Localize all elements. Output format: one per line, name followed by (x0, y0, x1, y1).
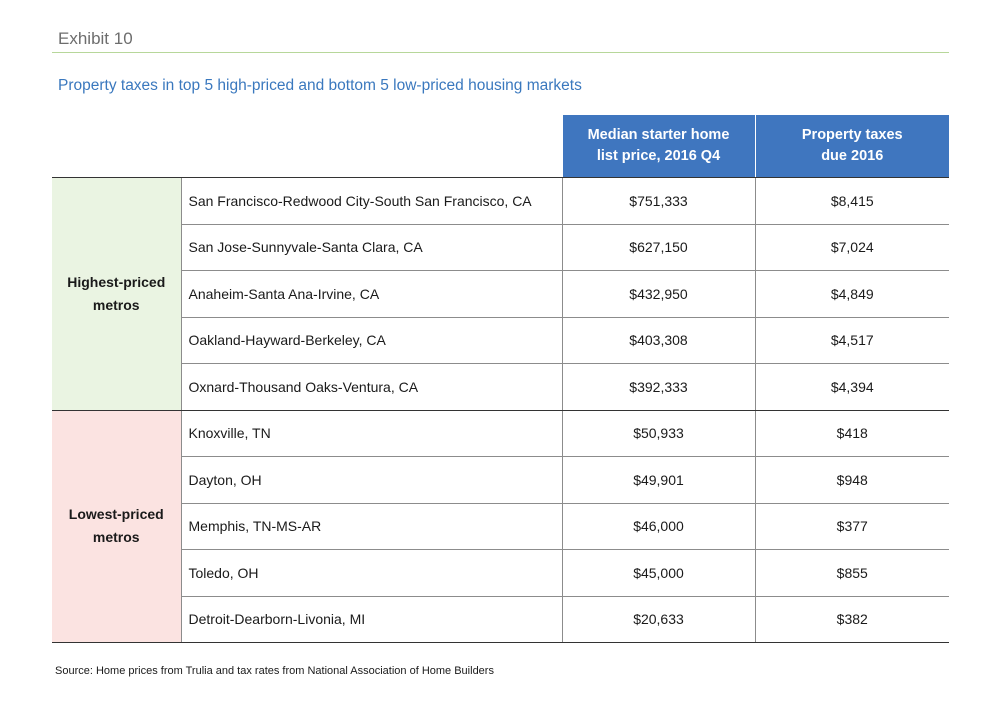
metro-cell: Oxnard-Thousand Oaks-Ventura, CA (181, 364, 562, 411)
tax-cell: $8,415 (755, 178, 949, 225)
price-cell: $627,150 (562, 224, 755, 271)
exhibit-divider (52, 52, 949, 53)
table-row (52, 596, 949, 643)
metro-cell: Dayton, OH (181, 457, 562, 504)
price-cell: $20,633 (562, 596, 755, 643)
column-header-tax-line2: due 2016 (821, 148, 884, 164)
table-row (52, 317, 949, 364)
metro-cell: San Francisco-Redwood City-South San Francisco, CA (181, 178, 562, 225)
table-row (52, 410, 949, 457)
group-label-line1: Lowest-priced (68, 506, 164, 523)
source-note: Source: Home prices from Trulia and tax rates from National Association of Home Builders (55, 665, 494, 677)
group-label-lowest (52, 410, 181, 643)
column-header-tax-line1: Property taxes (801, 127, 903, 143)
header-blank-cell (52, 115, 562, 178)
price-cell: $392,333 (562, 364, 755, 411)
table-row (52, 550, 949, 597)
tax-cell: $7,024 (755, 224, 949, 271)
table-body (52, 178, 949, 643)
group-label-highest (52, 178, 181, 411)
group-label-line2: metros (92, 296, 140, 313)
column-header-price-line1: Median starter home (587, 127, 730, 143)
table-row (52, 457, 949, 504)
price-cell: $50,933 (562, 410, 755, 457)
metro-cell: San Jose-Sunnyvale-Santa Clara, CA (181, 224, 562, 271)
price-cell: $45,000 (562, 550, 755, 597)
price-cell: $432,950 (562, 271, 755, 318)
tax-cell: $4,394 (755, 364, 949, 411)
column-header-price (562, 115, 755, 178)
table-header-row (52, 115, 949, 178)
metro-cell: Detroit-Dearborn-Livonia, MI (181, 596, 562, 643)
metro-cell: Knoxville, TN (181, 410, 562, 457)
table-row (52, 503, 949, 550)
tax-cell: $377 (755, 503, 949, 550)
table-row (52, 271, 949, 318)
table-row (52, 178, 949, 225)
tax-cell: $948 (755, 457, 949, 504)
tax-cell: $855 (755, 550, 949, 597)
price-cell: $403,308 (562, 317, 755, 364)
metro-cell: Anaheim-Santa Ana-Irvine, CA (181, 271, 562, 318)
metro-cell: Memphis, TN-MS-AR (181, 503, 562, 550)
metro-cell: Oakland-Hayward-Berkeley, CA (181, 317, 562, 364)
tax-cell: $4,517 (755, 317, 949, 364)
column-header-price-line2: list price, 2016 Q4 (596, 148, 721, 164)
group-label-line2: metros (92, 529, 140, 546)
chart-title: Property taxes in top 5 high-priced and bottom 5 low-priced housing markets (58, 77, 582, 94)
metro-cell: Toledo, OH (181, 550, 562, 597)
tax-cell: $382 (755, 596, 949, 643)
column-header-tax (755, 115, 949, 178)
tax-cell: $4,849 (755, 271, 949, 318)
property-tax-table (52, 115, 949, 643)
tax-cell: $418 (755, 410, 949, 457)
price-cell: $49,901 (562, 457, 755, 504)
table-row (52, 364, 949, 411)
price-cell: $46,000 (562, 503, 755, 550)
exhibit-label: Exhibit 10 (58, 29, 133, 48)
group-label-line1: Highest-priced (67, 273, 166, 290)
table-row (52, 224, 949, 271)
price-cell: $751,333 (562, 178, 755, 225)
